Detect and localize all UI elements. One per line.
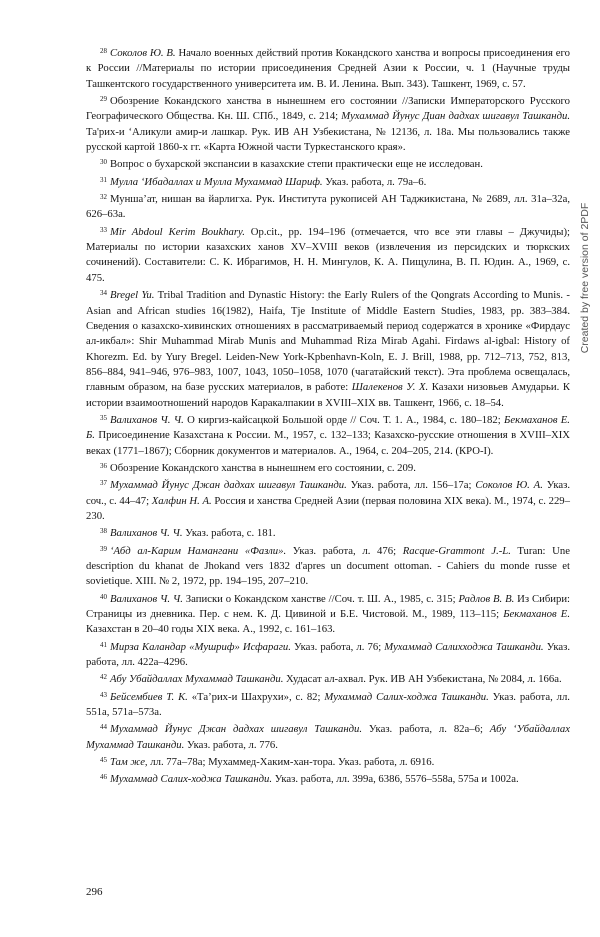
footnotes-block [86,44,570,788]
footnote-number: 44 [100,723,107,732]
footnote-author: Валиханов Ч. Ч. [110,413,184,426]
page-number: 296 [86,886,103,898]
footnote-32 [86,190,570,223]
footnote-text: Указ. работа, л. 79а–6. [322,175,427,188]
footnote-text: Указ. работа, л. 82а–6; [362,723,490,736]
footnote-number: 29 [100,95,107,104]
footnote-author: Мухаммад Йунус Джан дадхах шигавул Ташканди. [110,479,347,492]
footnote-number: 41 [100,640,107,649]
footnote-author: Валиханов Ч. Ч. [110,527,183,540]
footnote-author: Мухаммад Йунус Диан дадхах шигавул Ташканди. [341,110,570,123]
footnote-text: Указ. работа, с. 181. [182,527,276,540]
footnote-number: 37 [100,479,107,488]
footnote-text: лл. 77а–78а; Мухаммед-Хаким-хан-тора. Указ. работа, л. 6916. [147,756,435,769]
footnote-38 [86,524,570,541]
footnote-text: Худасат ал-ахвал. Рук. ИВ АН Узбекистана, № 2084, л. 166а. [283,673,562,686]
footnote-author: Соколов Ю. В. [110,47,176,59]
footnote-author: Там же, [110,756,148,769]
footnote-number: 38 [100,527,107,536]
footnote-44 [86,720,570,753]
footnote-text: Указ. работа, л. 476; [286,544,403,557]
footnote-text: О киргиз-кайсацкой Большой орде // Соч. Т. 1. А., 1984, с. 180–182; [183,413,505,426]
footnote-author: Халфин Н. А. [151,494,212,507]
footnote-author: Бекмаханов Е. Б. [86,413,570,442]
footnote-31 [86,173,570,190]
footnote-author: Мулла ‘Ибадаллах и Мулла Мухаммад Шариф. [110,175,323,188]
footnote-30 [86,155,570,172]
watermark [579,178,591,378]
footnote-text: Op.cit., pp. 194–196 (отмечается, что все эти главы – Джучиды); Материалы по истории казахских ханов XV–XVIII веков (извлечения из персидских и тюркских сочинений). Составители: С. К. Ибрагимов, Н. Н. Мингулов, К. А. Пищулина, В. П. Юдин. А., 1969, с. 475. [86,225,570,284]
footnote-text: «Та’рих-и Шахрухи», с. 82; [187,690,325,703]
footnote-text: Указ. работа, лл. 422а–4296. [86,640,570,669]
footnote-text: Вопрос о бухарской экспансии в казахские степи практически еще не исследован. [110,158,483,171]
footnote-35 [86,411,570,459]
footnote-number: 28 [100,47,107,55]
footnote-number: 34 [100,289,107,298]
footnote-text: Та'рих-и ‘Аликули амир-и лашкар. Рук. ИВ АН Узбекистана, № 12136, л. 18а. Мы пользовались также русской картой 1860-х гг. «Карта Южной части Туркестанского края». [86,125,570,154]
footnote-number: 45 [100,756,107,765]
footnote-author: Абу Убайдаллах Мухаммад Ташканди. [110,673,284,686]
footnote-text: Присоединение Казахстана к России. М., 1957, с. 132–133; Казахско-русские отношения в XVIII–XIX веках (1771–1867); Сборник документов и материалов. А., 1964, с. 204–205, 214. (КРО-I). [86,429,570,457]
footnote-42 [86,670,570,687]
footnote-41 [86,638,570,671]
footnote-author: Мирза Каландар «Мушриф» Исфараги. [110,640,291,653]
footnote-number: 32 [100,193,107,202]
watermark-text: Created by free version of 2PDF [579,202,591,354]
footnote-number: 35 [100,413,107,422]
footnote-author: Мухаммад Салих-ходжа Ташканди. [324,690,489,703]
footnote-text: Указ. работа, л. 76; [290,640,385,653]
footnote-text: Мунша’ат, нишан ва йарлигха. Рук. Института рукописей АН Таджикистана, № 2689, лл. 31а–32а, 626–63а. [86,193,570,221]
footnote-29 [86,92,570,155]
footnote-author: Соколов Ю. А. [475,479,543,492]
footnote-46 [86,770,570,787]
footnote-number: 46 [100,773,107,782]
footnote-text: Обозрение Кокандского ханства в нынешнем его состоянии, с. 209. [110,461,416,474]
footnote-author: Mir Abdoul Kerim Boukhary. [110,225,245,238]
footnote-text: Начало военных действий против Кокандского ханства и вопросы присоединения его к России //Материалы по истории присоединения Средней Азии к России, ч. 1 (Научные труды Ташкентского государственного университета им. В. И. Ленина. Вып. 343). Ташкент, 1969, с. 57. [86,47,570,90]
footnote-text: Казахстан в 20–40 годы XIX века. А., 1992, с. 161–163. [86,623,336,636]
footnote-text: Россия и ханства Средней Азии (первая половина XIX века). М., 1974, с. 229–230. [86,494,570,522]
footnote-author: Racque-Grammont J.-L. [402,544,511,557]
footnote-author: Радлов В. В. [458,592,515,605]
footnote-33 [86,223,570,286]
footnote-45 [86,753,570,770]
footnote-text: Указ. работа, лл. 399а, 6386, 5576–558а, 575а и 1002а. [272,773,519,786]
footnote-number: 33 [100,225,107,234]
footnote-text: Указ. работа, лл. 551а, 571а–573а. [86,690,570,719]
footnote-author: Бейсембиев Т. К. [110,690,188,703]
footnote-author: Абу ‘Убайдаллах Мухаммад Ташканди. [86,723,570,751]
footnote-39 [86,542,570,590]
footnote-text: Записки о Кокандском ханстве //Соч. т. Ш. А., 1985, с. 315; [182,592,459,605]
footnote-author: Мухаммад Йунус Джан дадхах шигавул Ташканди. [110,723,363,736]
footnote-text: Указ. соч., с. 44–47; [86,479,570,507]
footnote-author: Мухаммад Салих-ходжа Ташканди. [110,773,273,786]
footnote-author: Шалекенов У. Х. [351,381,429,394]
footnote-text: Обозрение Кокандского ханства в нынешнем его состоянии //Записки Императорского Русского Географического Общества. Кн. Ш. СПб., 1849, с. 214; [86,95,570,123]
footnote-author: Мухаммад Салихходжа Ташканди. [384,640,544,653]
footnote-40 [86,590,570,638]
footnote-author: Bregel Yu. [110,289,155,302]
footnote-36 [86,459,570,476]
footnote-author: ‘Абд ал-Карим Намангани «Фазли». [110,544,287,557]
footnote-text: Из Сибири: Страницы из дневника. Пер. с нем. К. Д. Цивиной и Б.Е. Чистовой. М., 1989, 113–115; [86,592,571,621]
footnote-number: 43 [100,690,107,699]
footnote-author: Валиханов Ч. Ч. [110,592,183,605]
footnote-text: Turan: Une description du khanat de Jhokand vers 1832 d'apres un document ottoman. - Cahiers du monde russe et sovietique. XIII. № 2, 1972, pp. 194–195, 207–210. [86,544,570,588]
footnote-text: Tribal Tradition and Dynastic History: the Early Rulers of the Qongrats According to Munis. - Asian and African studies 16(1982), Haifa, Tje Institute of Middle Eastern Studies, 1983, pp. 383–384. Сведения о казахско-хивинских отношениях в рассматриваемый период содержатся в хронике «Фирдаус ал-икбал»: Shir Muhammad Mirab Munis and Muhammad Riza Mirab Agahi. Firdaws al-igbal: History of Khorezm. Ed. by Yury Bregel. Leiden-New York-Kpbenhavn-Koln, E. J. Brill, 1988, pp. 712–713, 752, 813, 856–884, 941–946, 976–983, 1007, 1043, 1050–1058, 1070 (чагатайский текст). Эта проблема освещалась, главным образом, на базе русских материалов, в работе: [86,289,570,394]
footnote-text: Казахи низовьев Амударьи. К истории взаимоотношений народов Каракалпакии в XVIII–XIX вв. Ташкент, 1966, с. 18–54. [86,381,571,409]
footnote-34 [86,286,570,411]
footnote-number: 30 [100,158,107,167]
footnote-37 [86,476,570,524]
footnote-number: 42 [100,673,107,682]
footnote-number: 36 [100,461,107,470]
footnote-number: 40 [100,592,107,601]
footnote-number: 39 [100,544,107,553]
footnote-43 [86,688,570,721]
footnote-text: Указ. работа, лл. 156–17а; [346,479,476,492]
footnote-28 [86,44,570,92]
footnote-number: 31 [100,175,107,184]
footnote-author: Бекмаханов Е. [503,608,570,621]
footnote-text: Указ. работа, л. 776. [184,738,278,751]
